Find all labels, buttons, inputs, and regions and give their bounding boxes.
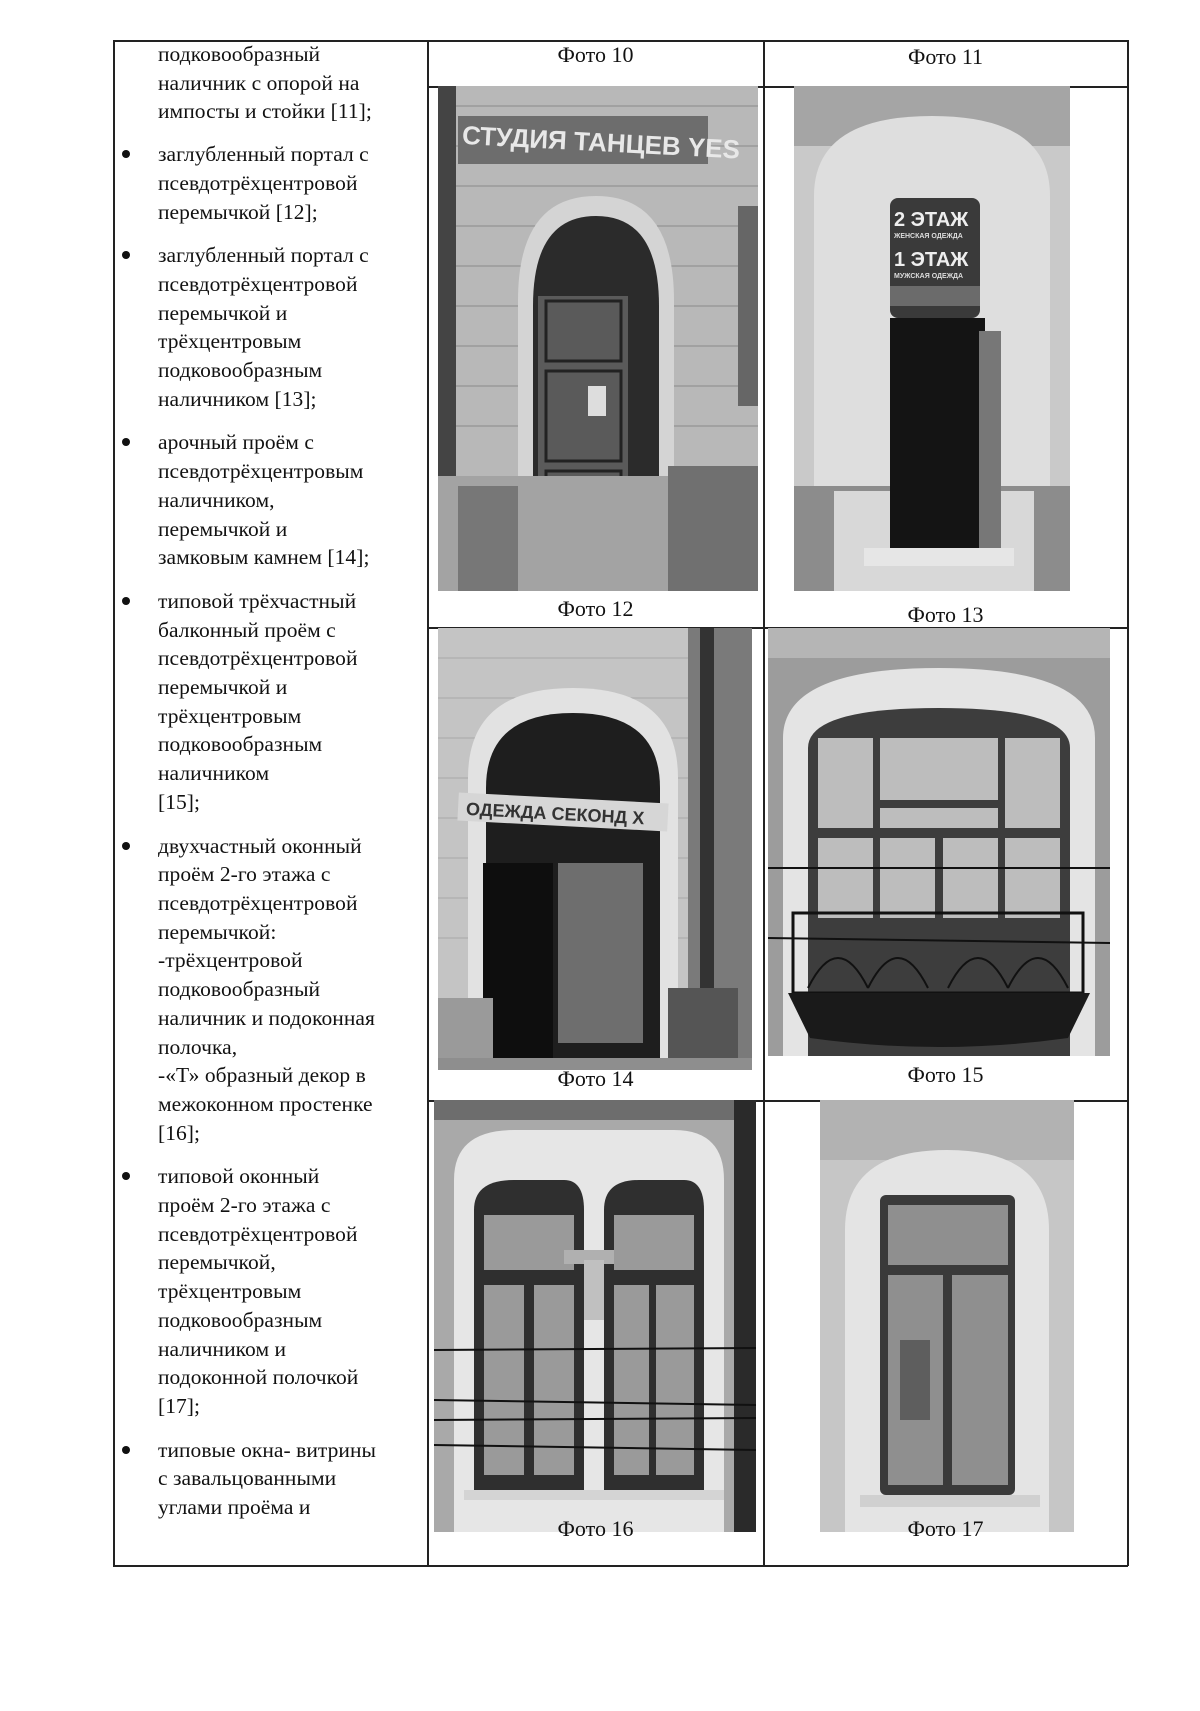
bullet-icon	[122, 597, 130, 605]
list-item-text: типовой трёхчастный балконный проём с псевдотрёхцентровой перемычкой и трёхцентровым подковообразным наличником [15];	[158, 588, 358, 814]
continued-item-text: подковообразный наличник с опорой на импосты и стойки [11];	[158, 42, 372, 124]
photo-13-sign-line1-sub: ЖЕНСКАЯ ОДЕЖДА	[894, 233, 963, 240]
bullet-icon	[122, 150, 130, 158]
list-item-text: типовые окна- витрины с завальцованными углами проёма и	[158, 1437, 377, 1520]
list-item	[118, 587, 420, 817]
photo-12-label: Фото 12	[557, 596, 634, 621]
list-item-text: заглубленный портал с псевдотрёхцентровой перемычкой [12];	[158, 142, 369, 224]
list-item-text: арочный проём с псевдотрёхцентровым наличником, перемычкой и замковым камнем [14];	[158, 430, 370, 570]
table-column-divider-2	[763, 40, 765, 1566]
bullet-icon	[122, 438, 130, 446]
photo-15-image	[768, 628, 1110, 1056]
photo-15-label: Фото 15	[907, 1062, 984, 1087]
photo-16-image	[434, 1100, 756, 1532]
feature-list	[118, 140, 420, 1522]
photo-13-sign-line1: 2 ЭТАЖ	[894, 209, 969, 231]
bullet-icon	[122, 1446, 130, 1454]
photo-17-image	[820, 1100, 1074, 1532]
photo-14-label: Фото 14	[557, 1066, 634, 1091]
photo-13-sign-line2-sub: МУЖСКАЯ ОДЕЖДА	[894, 273, 964, 280]
bullet-icon	[122, 842, 130, 850]
bullet-icon	[122, 1172, 130, 1180]
list-item	[118, 1436, 420, 1522]
list-item	[118, 428, 420, 572]
photo-16-label: Фото 16	[557, 1516, 634, 1541]
list-item-text: двухчастный оконный проём 2-го этажа с псевдотрёхцентровой перемычкой: -трёхцентровой подковообразный наличник и подоконная полочка, -«Т» образный декор в межоконном простенке [16];	[158, 833, 375, 1145]
list-item	[118, 832, 420, 1148]
photo-13-image	[794, 86, 1070, 591]
list-item	[118, 140, 420, 226]
photo-10-label: Фото 10	[557, 42, 634, 67]
list-item	[118, 241, 420, 413]
photo-13-label: Фото 13	[907, 602, 984, 627]
photo-11-label: Фото 11	[907, 44, 984, 69]
list-item-text: типовой оконный проём 2-го этажа с псевдотрёхцентровой перемычкой, трёхцентровым подковообразным наличником и подоконной полочкой [17];	[158, 1164, 359, 1418]
list-item-text: заглубленный портал с псевдотрёхцентровой перемычкой и трёхцентровым подковообразным наличником [13];	[158, 243, 369, 411]
photo-12-sign: СТУДИЯ ТАНЦЕВ YES	[461, 119, 741, 165]
table-right-border	[1127, 40, 1129, 1566]
photo-14-sign: ОДЕЖДА СЕКОНД Х	[465, 798, 645, 829]
photo-13-sign-line2: 1 ЭТАЖ	[894, 249, 969, 271]
table-bottom-border	[113, 1565, 1128, 1567]
photo-14-image	[438, 628, 752, 1070]
table-left-border	[113, 40, 115, 1566]
table-column-divider-1	[427, 40, 429, 1566]
description-column	[118, 40, 420, 1565]
photo-17-label: Фото 17	[907, 1516, 984, 1541]
list-item	[118, 1162, 420, 1420]
bullet-icon	[122, 251, 130, 259]
photo-12-image	[438, 86, 758, 591]
